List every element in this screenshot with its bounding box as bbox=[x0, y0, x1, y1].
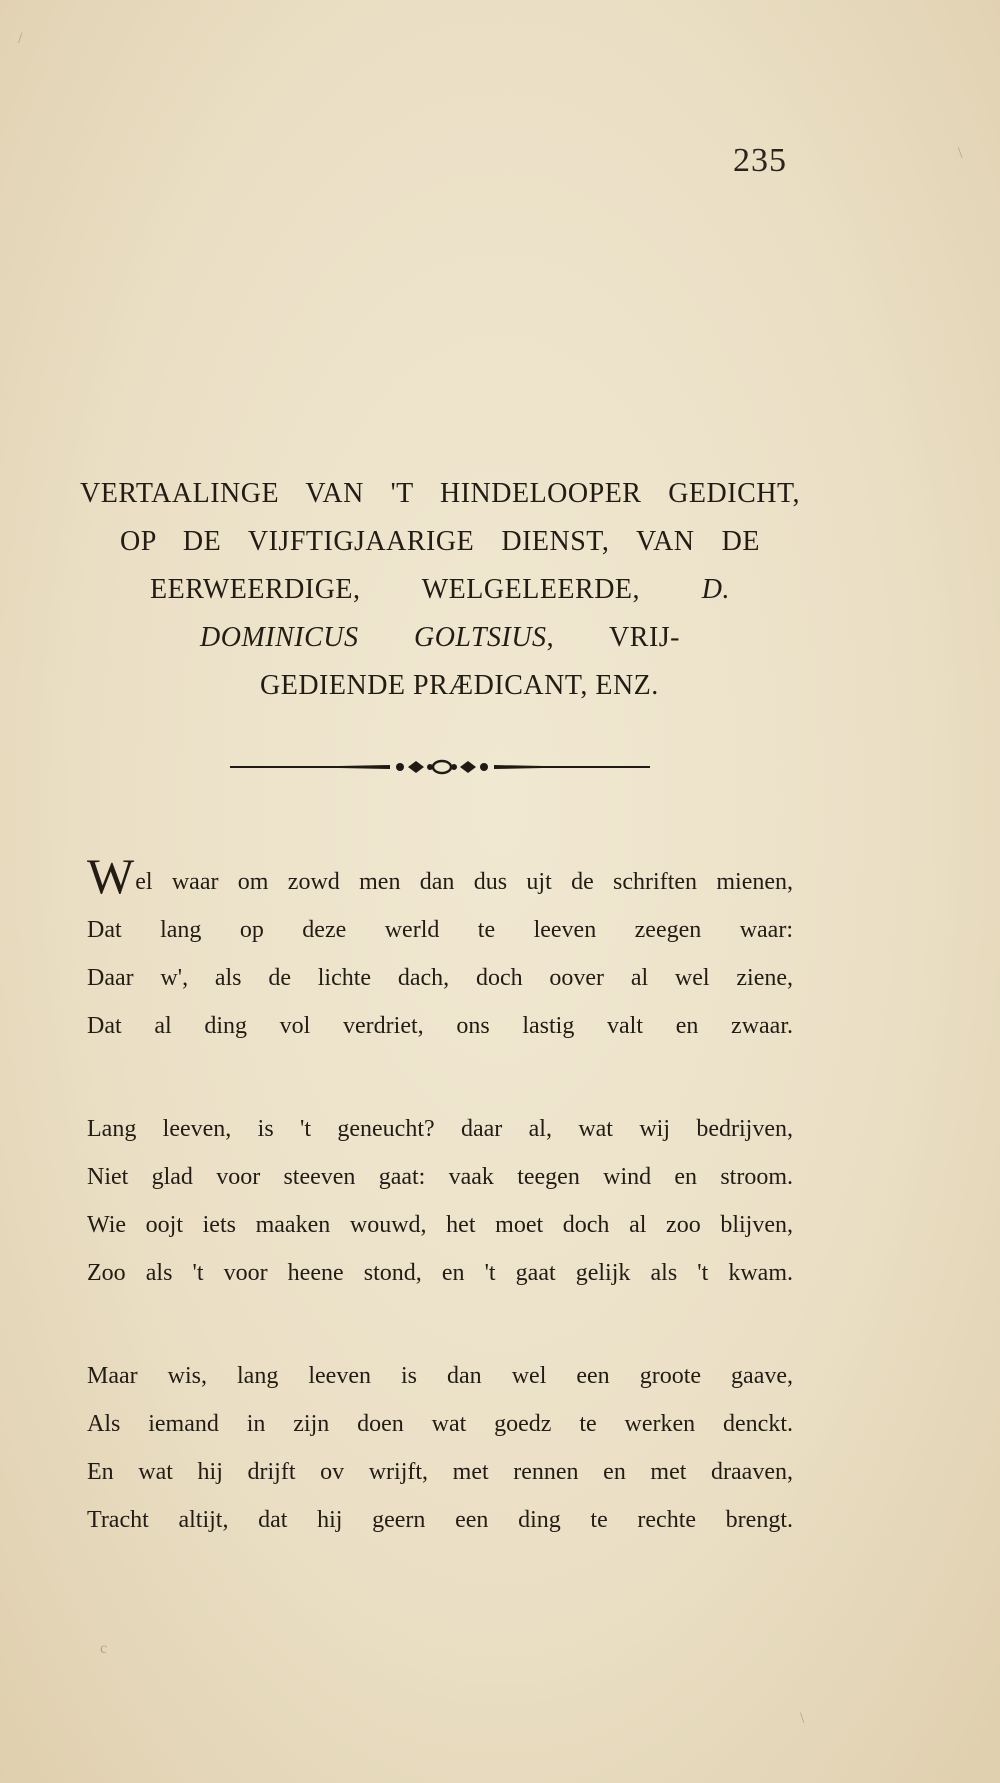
verse-line: Lang leeven, is 't geneucht? daar al, wat wij bedrijven, bbox=[87, 1116, 793, 1142]
verse-line: Tracht altijt, dat hij geern een ding te rechte brengt. bbox=[87, 1507, 793, 1533]
verse-line: Niet glad voor steeven gaat: vaak teegen wind en stroom. bbox=[87, 1164, 793, 1190]
poem-title bbox=[80, 470, 800, 710]
verse-line: Dat al ding vol verdriet, ons lastig valt en zwaar. bbox=[87, 1013, 793, 1039]
title-line-5: GEDIENDE PRÆDICANT, ENZ. bbox=[260, 670, 659, 701]
verse-line: Daar w', als de lichte dach, doch oover al wel ziene, bbox=[87, 965, 793, 991]
verse-line: Als iemand in zijn doen wat goedz te werken denckt. bbox=[87, 1411, 793, 1437]
title-line-4-text: , VRIJ- bbox=[546, 622, 680, 653]
title-line-3-text: EERWEERDIGE, WELGELEERDE, bbox=[150, 574, 641, 605]
title-line-3 bbox=[80, 566, 800, 614]
title-line-4-name: DOMINICUS GOLTSIUS bbox=[200, 622, 547, 653]
verse-line: Dat lang op deze werld te leeven zeegen waar: bbox=[87, 917, 793, 943]
verse-line: En wat hij drijft ov wrijft, met rennen en met draaven, bbox=[87, 1459, 793, 1485]
stanza-1 bbox=[87, 848, 793, 1050]
paper-speck: / bbox=[18, 30, 23, 47]
stanza-3 bbox=[87, 1352, 793, 1544]
drop-cap: W bbox=[87, 848, 135, 904]
paper-speck: \ bbox=[800, 1710, 805, 1727]
verse-line: Zoo als 't voor heene stond, en 't gaat gelijk als 't kwam. bbox=[87, 1260, 793, 1286]
title-line-3-abbrev: D. bbox=[701, 574, 731, 605]
title-line-2: OP DE VIJFTIGJAARIGE DIENST, VAN DE bbox=[120, 526, 760, 557]
poem-body bbox=[87, 848, 793, 1599]
printer-ornament-rule-icon bbox=[230, 757, 650, 777]
verse-line: Maar wis, lang leeven is dan wel een groote gaave, bbox=[87, 1363, 793, 1389]
page-number: 235 bbox=[733, 142, 787, 179]
paper-speck: \ bbox=[958, 145, 963, 162]
title-line-4 bbox=[80, 614, 800, 662]
stanza-2 bbox=[87, 1105, 793, 1297]
title-line-1: VERTAALINGE VAN 'T HINDELOOPER GEDICHT, bbox=[80, 478, 800, 509]
verse-line: Wel waar om zowd men dan dus ujt de schriften mienen, bbox=[87, 848, 793, 904]
paper-speck: c bbox=[100, 1640, 108, 1657]
verse-line: Wie oojt iets maaken wouwd, het moet doch al zoo blijven, bbox=[87, 1212, 793, 1238]
